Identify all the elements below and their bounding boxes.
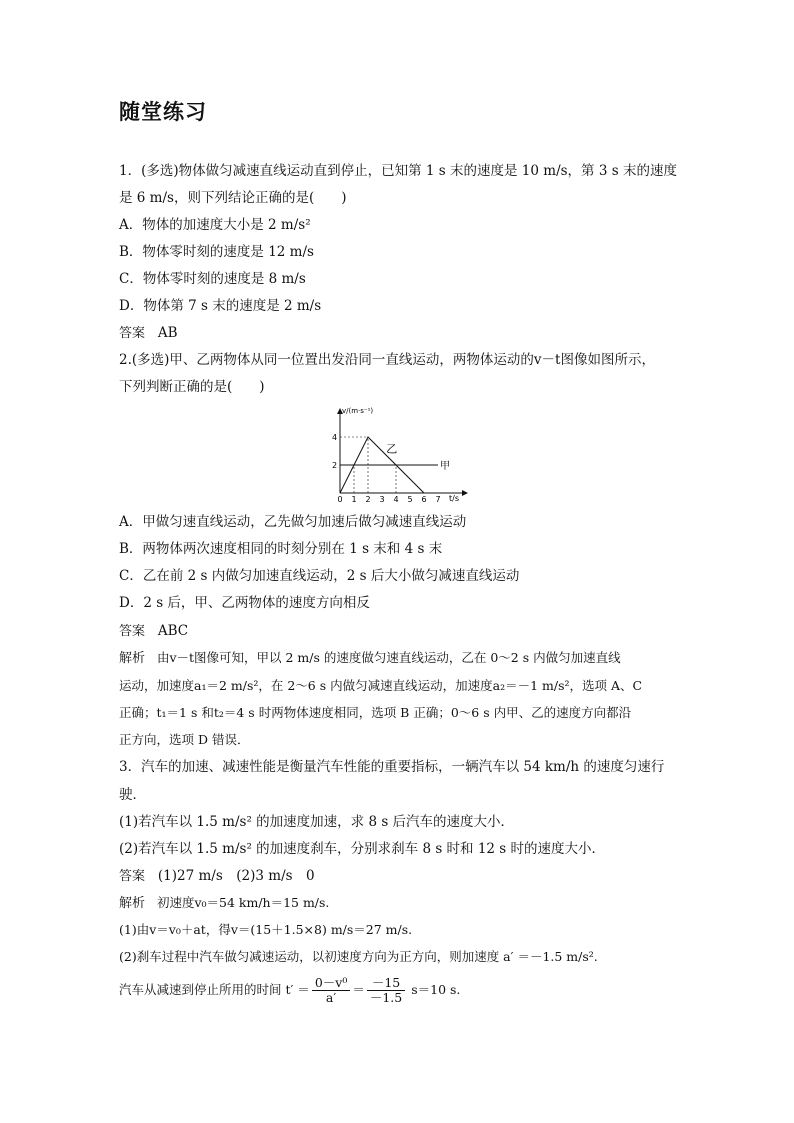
vt-graph	[322, 404, 472, 504]
y-tick-label: 4	[332, 433, 338, 442]
q3-solution-label: 解析	[119, 896, 146, 911]
x-tick-label: 5	[407, 495, 413, 504]
q3-answer-row	[119, 867, 315, 886]
q2-solution-label: 解析	[119, 651, 146, 666]
page-title: 随堂练习	[119, 100, 207, 124]
q1-answer: AB	[157, 325, 178, 341]
x-tick-label: 0	[337, 495, 343, 504]
x-tick-label: 1	[351, 495, 357, 504]
x-axis-arrow	[462, 490, 468, 496]
q2-solution-line1: 解析 由v－t图像可知，甲以 2 m/s 的速度做匀速直线运动，乙在 0～2 s 内做匀加速直线	[119, 650, 621, 666]
q1-option-b: B．物体零时刻的速度是 12 m/s	[119, 244, 314, 260]
x-tick-label: 3	[379, 495, 385, 504]
series-label-jia: 甲	[440, 461, 450, 472]
q3-solution-line3: (2)刹车过程中汽车做匀减速运动，以初速度方向为正方向，则加速度 a′ ＝－1.5 m/s².	[119, 949, 598, 964]
q2-solution-line2: 运动，加速度a₁＝2 m/s²，在 2～6 s 内做匀减速直线运动，加速度a₂＝－1 m/s²，选项 A、C	[119, 678, 643, 693]
q2-solution-line4: 正方向，选项 D 错误．	[119, 732, 250, 747]
q2-option-a: A．甲做匀速直线运动，乙先做匀加速后做匀减速直线运动	[119, 514, 467, 530]
q3-stem-line1: 3．汽车的加速、减速性能是衡量汽车性能的重要指标，一辆汽车以 54 km/h 的速度匀速行	[119, 759, 665, 775]
q1-option-d: D．物体第 7 s 末的速度是 2 m/s	[119, 298, 322, 314]
y-axis-label: v/(m·s⁻¹)	[342, 407, 374, 415]
q1-stem-line1: 1．(多选)物体做匀减速直线运动直到停止，已知第 1 s 末的速度是 10 m/s，第 3 s 末的速度	[119, 163, 677, 179]
q1-answer-row	[119, 324, 178, 343]
q2-answer: ABC	[157, 623, 189, 639]
q2-option-b: B．两物体两次速度相同的时刻分别在 1 s 末和 4 s 末	[119, 541, 443, 557]
series-label-yi: 乙	[386, 442, 398, 456]
fraction-1: $\frac{\text{0－v⁰}}{a'}$	[312, 976, 351, 1005]
x-tick-label: 4	[393, 495, 399, 504]
q2-answer-label: 答案	[119, 624, 146, 639]
q3-answer: (1)27 m/s (2)3 m/s 0	[157, 868, 315, 884]
x-axis-label: t/s	[449, 494, 459, 503]
q3-answer-label: 答案	[119, 869, 146, 884]
q3-solution-line2: (1)由v＝v₀＋at，得v＝(15＋1.5×8) m/s＝27 m/s.	[119, 922, 413, 937]
q2-option-d: D．2 s 后，甲、乙两物体的速度方向相反	[119, 595, 370, 611]
q3-solution-line1: 解析 初速度v₀＝54 km/h＝15 m/s.	[119, 895, 330, 911]
x-tick-label: 6	[421, 495, 427, 504]
q2-answer-row	[119, 622, 188, 641]
q1-answer-label: 答案	[119, 326, 146, 341]
q3-sub2: (2)若汽车以 1.5 m/s² 的加速度刹车，分别求刹车 8 s 时和 12 s 时的速度大小．	[119, 841, 606, 857]
q2-stem-line1: 2.(多选)甲、乙两物体从同一位置出发沿同一直线运动，两物体运动的v－t图像如图所示，	[119, 352, 655, 368]
y-tick-label: 2	[332, 461, 338, 470]
q2-stem-line2: 下列判断正确的是( )	[119, 379, 265, 395]
q1-stem-line2: 是 6 m/s，则下列结论正确的是( )	[119, 190, 347, 206]
q3-sub1: (1)若汽车以 1.5 m/s² 的加速度加速，求 8 s 后汽车的速度大小．	[119, 814, 515, 830]
q2-solution-line3: 正确；t₁＝1 s 和t₂＝4 s 时两物体速度相同，选项 B 正确；0～6 s 内甲、乙的速度方向都沿	[119, 705, 632, 720]
fraction-2: $\frac{-15}{-1.5}$	[367, 976, 405, 1005]
x-tick-label: 7	[435, 495, 441, 504]
q3-stem-line2: 驶．	[119, 787, 146, 803]
q3-solution-line4: 汽车从减速到停止所用的时间 t′ ＝ $\frac{\text{0－v⁰}}{a'}$ ＝ $\frac{-15}{-1.5}$ s＝10 s.	[119, 975, 461, 1005]
q1-option-a: A．物体的加速度大小是 2 m/s²	[119, 217, 311, 233]
x-tick-label: 2	[365, 495, 371, 504]
q2-option-c: C．乙在前 2 s 内做匀加速直线运动，2 s 后大小做匀减速直线运动	[119, 568, 520, 584]
q1-option-c: C．物体零时刻的速度是 8 m/s	[119, 271, 306, 287]
